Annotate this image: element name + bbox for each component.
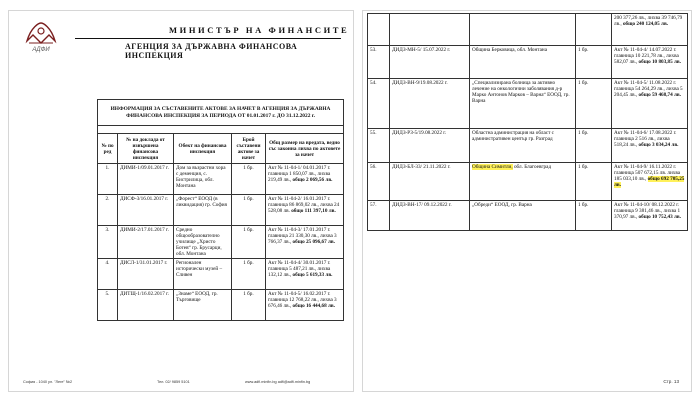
acts-count: 1 бр.: [232, 195, 266, 226]
acts-count: 1 бр.: [232, 259, 266, 290]
row-number: 53.: [368, 46, 390, 79]
highlighted-object-name: Община Симитли,: [472, 164, 513, 170]
inspection-object: Областна администрация на област с административен център гр. Разград: [470, 129, 576, 163]
row-number: 2.: [98, 195, 118, 226]
damage-amount: [266, 259, 344, 290]
acts-table-continued: [367, 13, 688, 231]
damage-total: общо 5 619,33 лв.: [292, 272, 333, 278]
damage-amount: [612, 14, 688, 46]
damage-total: общо 111 397,10 лв.: [291, 208, 336, 214]
report-number: ДИДЗ-БЛ-33/ 21.11.2022 г.: [390, 163, 470, 201]
report-number: ДИТЩ-1/16.02.2017 г.: [118, 290, 174, 321]
inspection-object: „Форест“ ЕООД (в ликвидация) гр. София: [174, 195, 232, 226]
inspection-object: „Обреди“ ЕООД, гр. Варна: [470, 201, 576, 231]
inspection-object: [470, 163, 576, 201]
damage-total: общо 10 803,85 лв.: [638, 59, 682, 65]
table-row: [368, 79, 688, 129]
footer-website: www.adfi.minfin.bg adfi@adfi.minfin.bg: [245, 380, 311, 385]
damage-total: общо 240 124,05 лв.: [622, 21, 669, 27]
footer-phone: Тел. 02/ 9859 5101: [157, 380, 190, 385]
report-number: ДИДЗ-ВН-9/19.08.2022 г.: [390, 79, 470, 129]
damage-amount: [612, 46, 688, 79]
acts-count: 1 бр.: [576, 129, 612, 163]
damage-detail: Акт № 11-04-4/ 30.01.2017 г. главница 5 487,21 лв., лихва 132,12 лв.,: [268, 260, 331, 278]
column-header: № по ред: [98, 134, 118, 164]
damage-amount: [266, 195, 344, 226]
damage-total: общо 3 034,24 лв.: [638, 142, 679, 148]
damage-total: общо 16 444,68 лв.: [292, 303, 336, 309]
acts-table: [97, 99, 344, 321]
column-header: Обект на финансова инспекция: [174, 134, 232, 164]
column-header: № на доклада от извършена финансова инспекция: [118, 134, 174, 164]
acts-count: 1 бр.: [576, 163, 612, 201]
damage-detail: Акт № 11-04-5/ 11.08.2022 г. главница 54 264,29 лв., лихва 5 204,45 лв.,: [614, 80, 683, 98]
report-number: ДИДЗ-МН-5/ 15.07.2022 г.: [390, 46, 470, 79]
inspection-object: „Знаме“ ЕООД, гр. Търговище: [174, 290, 232, 321]
damage-amount: [266, 226, 344, 259]
acts-count: 1 бр.: [232, 164, 266, 195]
damage-amount: [612, 201, 688, 231]
row-number: 4.: [98, 259, 118, 290]
logo-text: АДФИ: [32, 47, 50, 53]
damage-detail: Акт № 11-04-6/ 17.08.2022 г. главница 2 516 лв., лихва 518,24 лв.,: [614, 130, 677, 148]
agency-title: АГЕНЦИЯ ЗА ДЪРЖАВНА ФИНАНСОВА ИНСПЕКЦИЯ: [125, 42, 298, 60]
damage-amount: [612, 79, 688, 129]
eagle-emblem-icon: [23, 21, 59, 47]
table-row-highlighted: [368, 163, 688, 201]
inspection-object: Дом за възрастни хора с деменция, с. Бистрилица, обл. Монтана: [174, 164, 232, 195]
report-number: ДИДЗ-ВН-17/ 09.12.2022 г.: [390, 201, 470, 231]
table-spacer: [98, 126, 344, 134]
header-divider: [75, 38, 341, 39]
row-number: 54.: [368, 79, 390, 129]
row-number: 1.: [98, 164, 118, 195]
column-header: Общ размер на вредата, ведно със законна лихва по актовете за начет: [266, 134, 344, 164]
page-number: Стр. 13: [663, 379, 679, 385]
acts-count: 1 бр.: [232, 226, 266, 259]
table-row-continued: [368, 14, 688, 46]
damage-total: общо 10 752,43 лв.: [638, 214, 682, 220]
damage-detail: Акт № 11-04-2/ 16.01.2017 г. главница 86 869,02 лв., лихва 24 528,08 лв.: [268, 196, 340, 214]
table-title: ИНФОРМАЦИЯ ЗА СЪСТАВЕНИТЕ АКТОВЕ ЗА НАЧЕТ В АГЕНЦИЯ ЗА ДЪРЖАВНА ФИНАНСОВА ИНСПЕКЦИЯ ЗА ПЕРИОДА ОТ 01.01.2017 г. ДО 31.12.2022 г.: [98, 100, 344, 126]
table-row: [98, 226, 344, 259]
ministry-title: МИНИСТЪР НА ФИНАНСИТЕ: [169, 25, 350, 35]
table-row: [98, 259, 344, 290]
footer-address: София - 1040 ул. "Леге" №2: [23, 380, 73, 385]
table-row: [368, 201, 688, 231]
damage-detail: Акт № 11-04-1/ 04.01.2017 г. главница 1 850,07 лв., лихва 219,49 лв.,: [268, 165, 331, 183]
damage-detail: Акт № 11-04-10/ 08.12.2022 г. главница 9 381,46 лв., лихва 1 370,97 лв.,: [614, 202, 681, 220]
row-number: 57.: [368, 201, 390, 231]
column-header: Брой съставени актове за начет: [232, 134, 266, 164]
damage-amount: [266, 290, 344, 321]
acts-count: 1 бр.: [232, 290, 266, 321]
inspection-object: Община Берковица, обл. Монтана: [470, 46, 576, 79]
damage-detail: 200 377,26 лв., лихва 39 746,79 лв.,: [614, 15, 683, 27]
table-row: [98, 290, 344, 321]
damage-total: общо 25 096,67 лв.: [292, 239, 336, 245]
table-row: [368, 129, 688, 163]
table-row: [98, 164, 344, 195]
inspection-object: Средно общообразователно училище „Христо Ботев“ гр. Брусарци, обл. Монтана: [174, 226, 232, 259]
document-page-left: [8, 10, 354, 392]
damage-total: общо 2 069,56 лв.: [292, 177, 333, 183]
row-number: 56.: [368, 163, 390, 201]
inspection-object: „Специализирана болница за активно лечение на онкологични заболявания д-р Марко Антонов Марков – Варна“ ЕООД, гр. Варна: [470, 79, 576, 129]
report-number: ДИДЗ-РЗ-5/19.08.2022 г.: [390, 129, 470, 163]
document-page-right: [362, 10, 692, 392]
inspection-object: Регионален исторически музей – Сливен: [174, 259, 232, 290]
report-number: ДИМИ-2/17.01.2017 г.: [118, 226, 174, 259]
acts-count: 1 бр.: [576, 201, 612, 231]
damage-amount: [612, 163, 688, 201]
agency-logo: [23, 21, 59, 53]
table-row: [98, 195, 344, 226]
row-number: 5.: [98, 290, 118, 321]
acts-count: 1 бр.: [576, 79, 612, 129]
row-number: 3.: [98, 226, 118, 259]
highlighted-damage-total: общо 692 705,25 лв.: [614, 176, 685, 188]
damage-detail: Акт № 11-04-3/ 17.01.2017 г. главница 21 330,30 лв., лихва 3 766,37 лв.,: [268, 227, 337, 245]
damage-amount: [612, 129, 688, 163]
table-header-row: [98, 134, 344, 164]
report-number: ДИСЛ-1/31.01.2017 г.: [118, 259, 174, 290]
damage-total: общо 59 468,74 лв.: [638, 92, 682, 98]
damage-amount: [266, 164, 344, 195]
table-row: [368, 46, 688, 79]
report-number: ДИСФ-3/16.01.2017 г.: [118, 195, 174, 226]
acts-count: 1 бр.: [576, 46, 612, 79]
report-number: ДИМИ-1/09.01.2017 г.: [118, 164, 174, 195]
damage-detail: Акт № 11-04-5/ 16.02.2017 г. главница 12 768,22 лв., лихва 3 676,46 лв.,: [268, 291, 337, 309]
damage-detail: Акт № 11-04-9/ 16.11.2022 г. главница 507 672,15 лв. лихва 185 033,10 лв.,: [614, 164, 681, 182]
object-region: обл. Благоевград: [513, 164, 552, 170]
row-number: 55.: [368, 129, 390, 163]
damage-detail: Акт № 11-04-4/ 14.07.2022 г. главница 10 221,78 лв., лихва 582,07 лв.,: [614, 47, 679, 65]
